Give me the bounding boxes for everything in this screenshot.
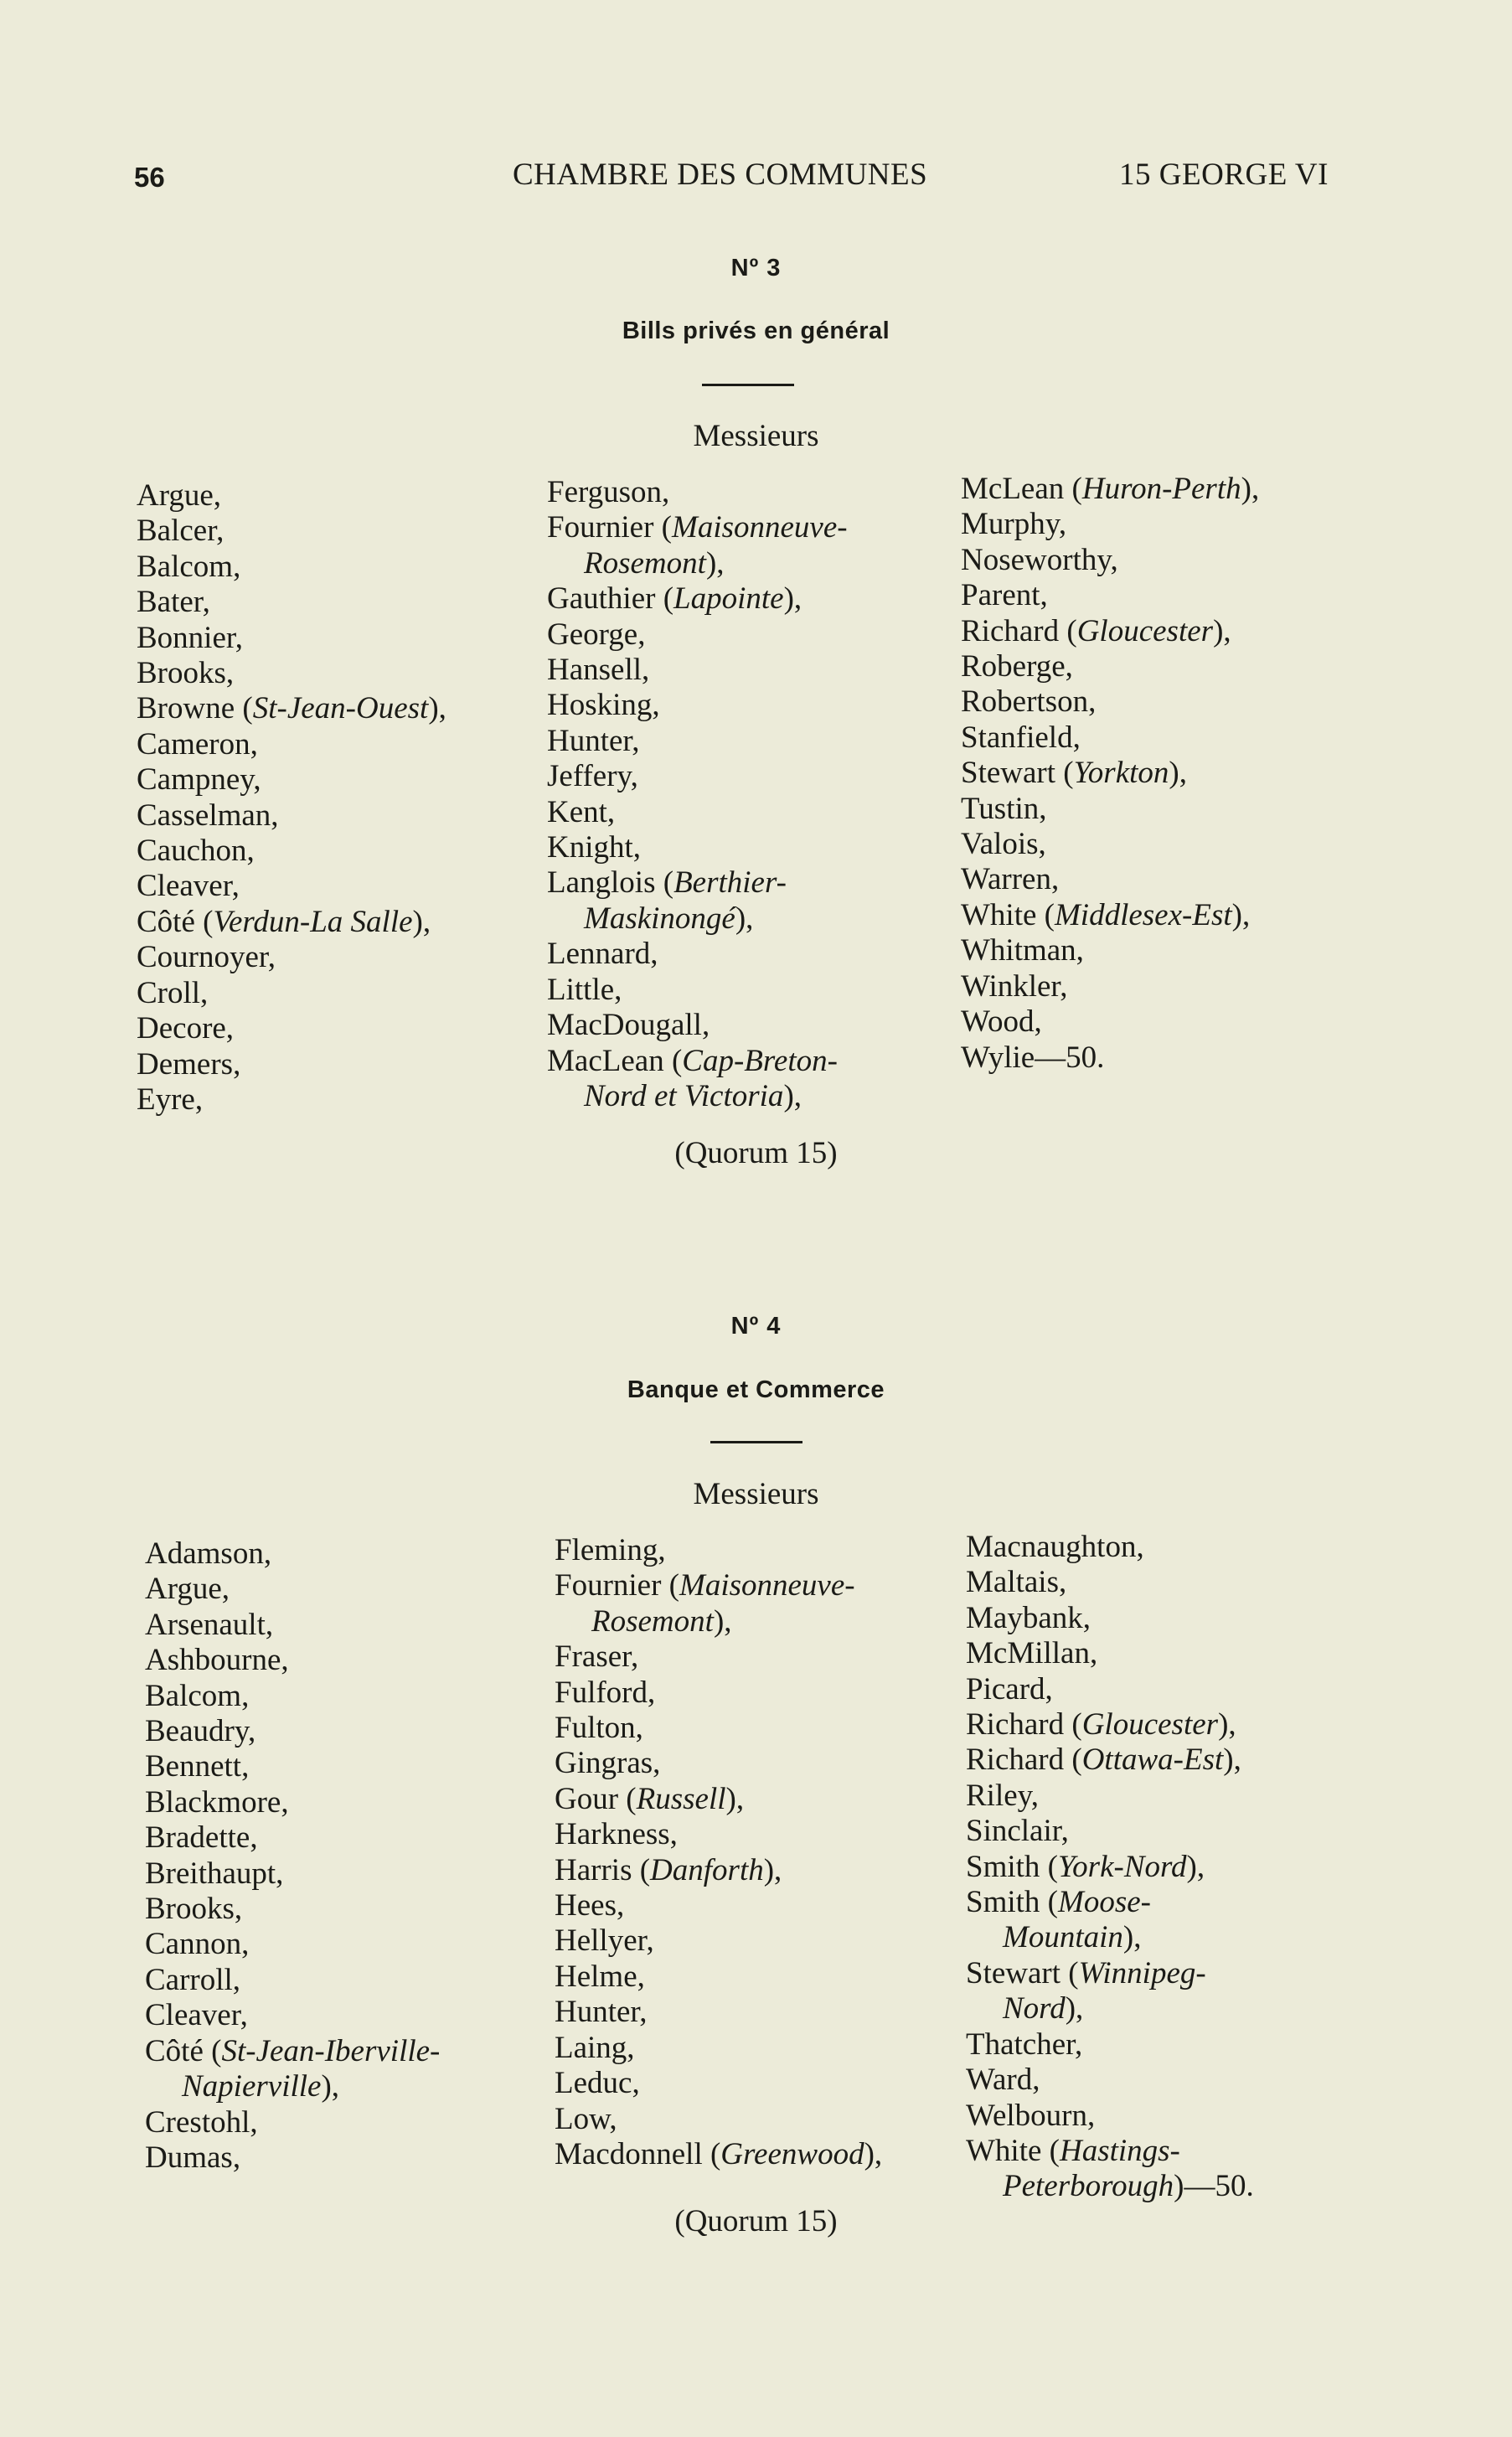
member-name: MacDougall, — [547, 1008, 710, 1043]
member-column-2 — [547, 475, 848, 1114]
member-name: Cauchon, — [137, 834, 255, 869]
member-column-3 — [966, 1530, 1254, 2205]
member-name: Ashbourne, — [145, 1643, 289, 1678]
member-name-continued: Peterborough)—50. — [1003, 2169, 1254, 2204]
member-name: Maltais, — [966, 1565, 1067, 1600]
member-name: Knight, — [547, 830, 642, 865]
member-name: Smith (York-Nord), — [966, 1849, 1205, 1884]
member-name: Harris (Danforth), — [555, 1852, 782, 1887]
member-name: McMillan, — [966, 1636, 1098, 1671]
member-name: Valois, — [961, 827, 1046, 862]
member-name: Browne (St-Jean-Ouest), — [137, 691, 446, 726]
member-name: Balcom, — [145, 1678, 250, 1713]
divider-rule — [702, 384, 794, 386]
page-title: CHAMBRE DES COMMUNES — [513, 157, 928, 192]
member-name: Richard (Gloucester), — [966, 1707, 1236, 1743]
running-head — [0, 153, 1512, 204]
member-name: Stewart (Yorkton), — [961, 756, 1187, 791]
member-name: Tustin, — [961, 791, 1047, 826]
member-name: Côté (St-Jean-Iberville- — [145, 2033, 441, 2068]
member-name: Argue, — [137, 478, 222, 513]
member-name-continued: Maskinongé), — [584, 901, 754, 936]
member-name: Macnaughton, — [966, 1530, 1144, 1564]
member-name: Ward, — [966, 2063, 1040, 2098]
member-name: Helme, — [555, 1959, 645, 1994]
session-label: 15 GEORGE VI — [1119, 157, 1329, 192]
member-name: Argue, — [145, 1572, 230, 1607]
member-name: White (Hastings- — [966, 2133, 1180, 2168]
member-name: Cameron, — [137, 726, 258, 762]
section-title: Banque et Commerce — [627, 1376, 885, 1403]
member-name: Adamson, — [145, 1536, 272, 1571]
member-name: Hunter, — [555, 1995, 648, 2030]
member-name: Campney, — [137, 762, 261, 798]
member-name: Hosking, — [547, 688, 660, 723]
member-name: Harkness, — [555, 1817, 678, 1852]
member-name: Hees, — [555, 1888, 625, 1923]
member-name: Breithaupt, — [145, 1856, 284, 1891]
member-name: Murphy, — [961, 507, 1067, 542]
divider-rule — [710, 1441, 802, 1443]
member-name: Dumas, — [145, 2140, 241, 2175]
member-name: Bonnier, — [137, 620, 243, 655]
member-name-continued: Rosemont), — [584, 545, 725, 581]
page-number: 56 — [134, 162, 165, 193]
member-name: McLean (Huron-Perth), — [961, 472, 1260, 506]
member-name: Richard (Ottawa-Est), — [966, 1743, 1241, 1778]
member-name: Crestohl, — [145, 2104, 258, 2140]
member-name: Picard, — [966, 1671, 1053, 1706]
member-name: Roberge, — [961, 649, 1073, 684]
member-name: Hellyer, — [555, 1923, 654, 1959]
member-name: Bradette, — [145, 1820, 258, 1856]
member-name: Warren, — [961, 862, 1060, 897]
member-name-continued: Mountain), — [1003, 1920, 1142, 1955]
member-name: Balcom, — [137, 549, 241, 584]
section-number: Nº 3 — [730, 255, 782, 281]
member-name: Richard (Gloucester), — [961, 613, 1231, 648]
member-name: Hunter, — [547, 723, 640, 758]
member-name: Balcer, — [137, 514, 224, 549]
messieurs-heading: Messieurs — [693, 1477, 819, 1511]
member-name: Bennett, — [145, 1749, 250, 1784]
member-name: Leduc, — [555, 2066, 640, 2101]
member-name-continued: Napierville), — [182, 2069, 340, 2104]
member-name-continued: Nord), — [1003, 1991, 1084, 2027]
member-name: Smith (Moose- — [966, 1885, 1151, 1920]
member-name: George, — [547, 617, 646, 652]
member-name: Arsenault, — [145, 1607, 274, 1642]
member-name: Sinclair, — [966, 1814, 1069, 1849]
section-number: Nº 4 — [730, 1313, 782, 1340]
member-name: Macdonnell (Greenwood), — [555, 2136, 883, 2171]
member-name: Casselman, — [137, 798, 279, 833]
member-name: Côté (Verdun-La Salle), — [137, 904, 431, 939]
member-name: Winkler, — [961, 968, 1068, 1004]
member-name: Fraser, — [555, 1639, 639, 1675]
member-name: Carroll, — [145, 1962, 241, 1997]
member-name: Fulton, — [555, 1711, 643, 1746]
member-name: Ferguson, — [547, 475, 670, 509]
member-name: Laing, — [555, 2030, 635, 2065]
member-name: Thatcher, — [966, 2027, 1083, 2062]
member-name: Little, — [547, 972, 622, 1007]
member-name: Cournoyer, — [137, 940, 276, 975]
member-name: Whitman, — [961, 933, 1084, 968]
member-name: Gingras, — [555, 1746, 661, 1781]
member-column-3 — [961, 472, 1259, 1076]
section-title: Bills privés en général — [622, 318, 890, 344]
member-name: Noseworthy, — [961, 542, 1118, 577]
member-name: Fournier (Maisonneuve- — [547, 510, 848, 545]
member-name: Hansell, — [547, 653, 650, 688]
member-name: Riley, — [966, 1778, 1040, 1813]
member-name: Fournier (Maisonneuve- — [555, 1568, 855, 1603]
member-name: Cleaver, — [137, 869, 240, 904]
member-name: Welbourn, — [966, 2098, 1096, 2133]
member-name: MacLean (Cap-Breton- — [547, 1043, 838, 1078]
member-name: Gour (Russell), — [555, 1781, 745, 1816]
member-name: Jeffery, — [547, 759, 638, 794]
member-name: Brooks, — [137, 656, 235, 691]
member-column-2 — [555, 1533, 882, 2172]
member-name: Cannon, — [145, 1927, 250, 1962]
member-name: Maybank, — [966, 1600, 1091, 1635]
member-name: Blackmore, — [145, 1784, 289, 1820]
member-name-continued: Rosemont), — [591, 1603, 732, 1639]
member-name: Wood, — [961, 1004, 1042, 1040]
member-name: Parent, — [961, 578, 1048, 613]
member-column-1 — [145, 1536, 440, 2176]
member-column-1 — [137, 478, 446, 1118]
member-name: Stewart (Winnipeg- — [966, 1955, 1206, 1990]
member-name: Fleming, — [555, 1533, 666, 1567]
member-name: Brooks, — [145, 1892, 243, 1927]
member-name: Demers, — [137, 1046, 241, 1082]
member-name: Stanfield, — [961, 720, 1081, 755]
member-name: Robertson, — [961, 684, 1097, 720]
member-name: Beaudry, — [145, 1714, 256, 1749]
quorum-note: (Quorum 15) — [674, 1136, 838, 1170]
member-name-continued: Nord et Victoria), — [584, 1078, 802, 1113]
member-name: Eyre, — [137, 1082, 204, 1117]
member-name: Langlois (Berthier- — [547, 865, 787, 901]
member-name: Lennard, — [547, 937, 658, 972]
member-name: Croll, — [137, 975, 209, 1010]
member-name: Gauthier (Lapointe), — [547, 581, 802, 617]
member-name: Wylie—50. — [961, 1040, 1105, 1075]
member-name: Decore, — [137, 1011, 235, 1046]
messieurs-heading: Messieurs — [693, 419, 819, 453]
member-name: Fulford, — [555, 1675, 656, 1710]
member-name: Bater, — [137, 585, 210, 620]
quorum-note: (Quorum 15) — [674, 2204, 838, 2238]
member-name: Cleaver, — [145, 1998, 248, 2033]
member-name: Low, — [555, 2101, 617, 2136]
member-name: Kent, — [547, 794, 616, 829]
member-name: White (Middlesex-Est), — [961, 897, 1251, 932]
